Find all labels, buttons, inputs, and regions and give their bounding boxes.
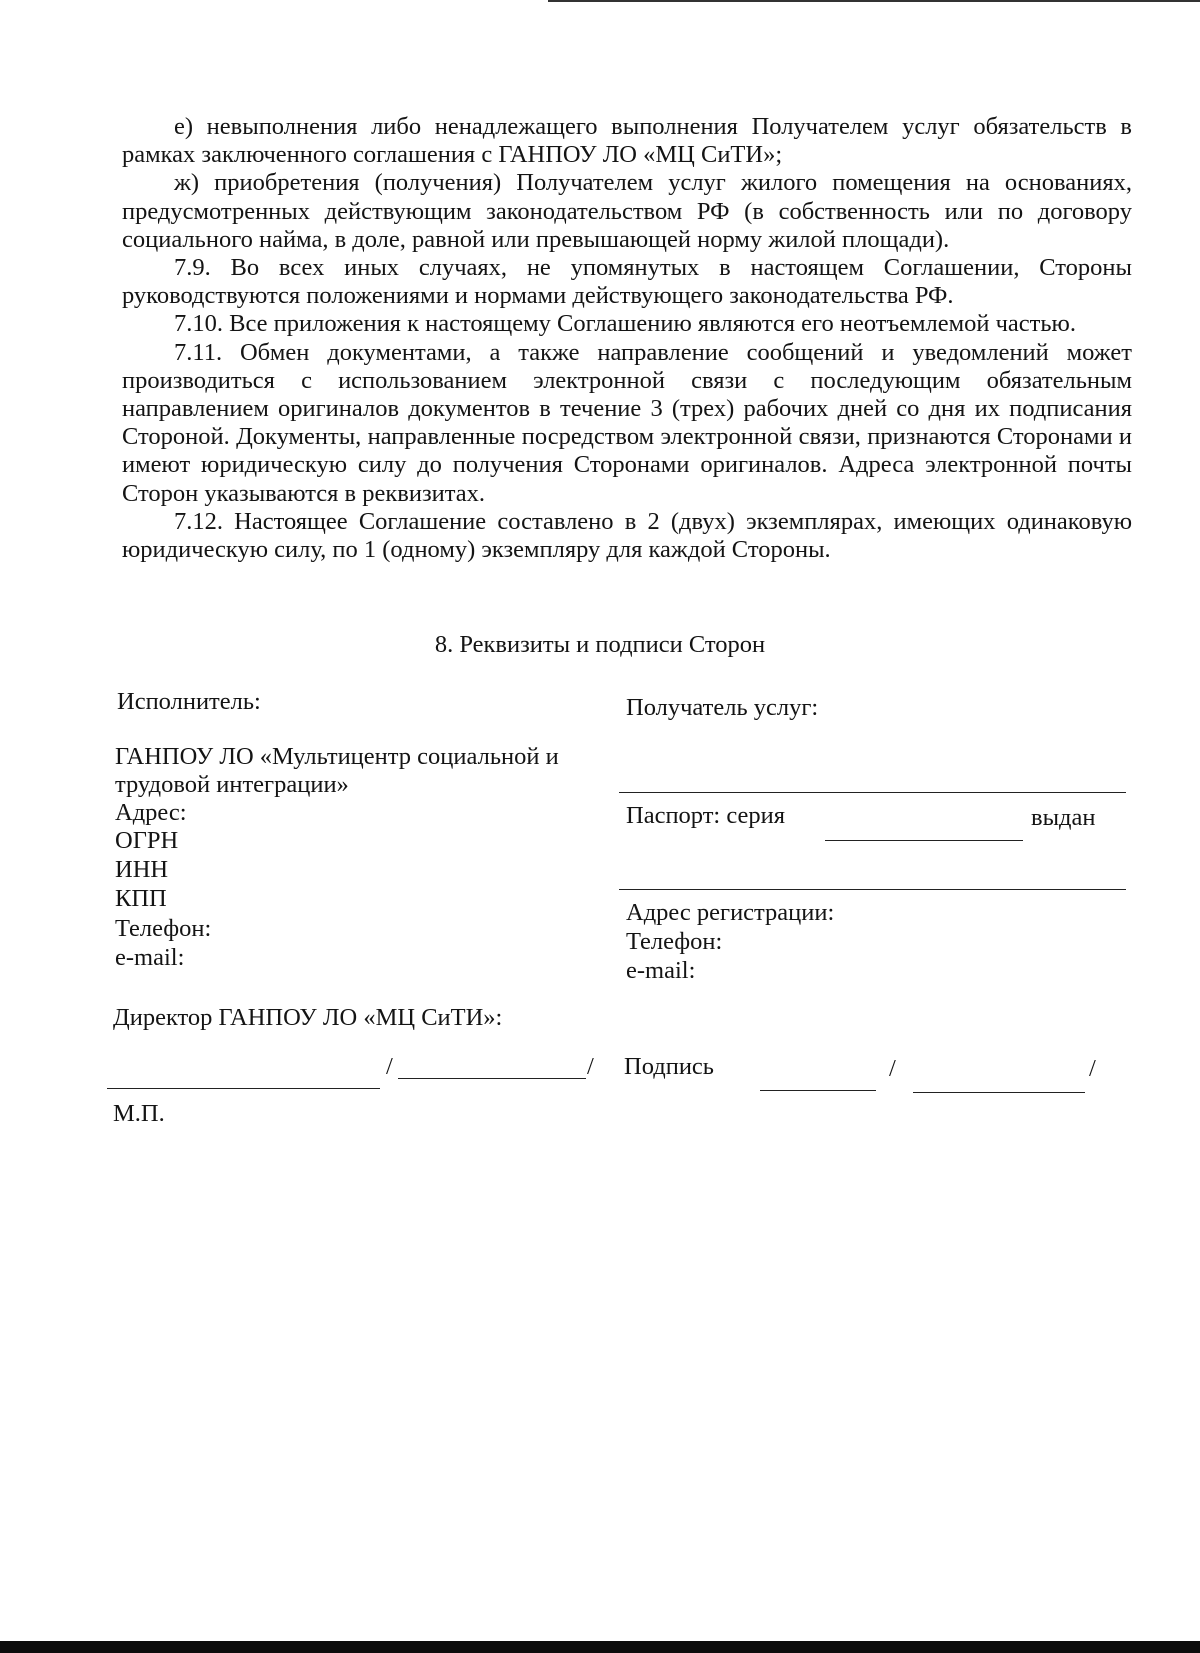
director-signature-line bbox=[107, 1088, 380, 1089]
passport-issued-line bbox=[619, 889, 1126, 890]
clause-7-10: 7.10. Все приложения к настоящему Соглашению являются его неотъемлемой частью. bbox=[174, 310, 1076, 338]
scan-bottom-edge bbox=[0, 1641, 1200, 1653]
clause-7-9: 7.9. Во всех иных случаях, не упомянутых в настоящем Соглашении, Стороны руководствуются положениями и нормами действующего законодательства РФ. bbox=[122, 254, 1132, 310]
director-title: Директор ГАНПОУ ЛО «МЦ СиТИ»: bbox=[113, 1004, 503, 1031]
executor-phone: Телефон: bbox=[115, 915, 212, 942]
recipient-email: e-mail: bbox=[626, 957, 696, 984]
director-name-line bbox=[398, 1078, 586, 1079]
executor-email: e-mail: bbox=[115, 944, 185, 971]
recipient-signature-line bbox=[760, 1090, 876, 1091]
recipient-slash-left: / bbox=[889, 1055, 896, 1082]
recipient-name-line bbox=[619, 792, 1126, 793]
recipient-heading: Получатель услуг: bbox=[626, 694, 819, 721]
executor-org-line1: ГАНПОУ ЛО «Мультицентр социальной и bbox=[115, 743, 559, 770]
director-slash-left: / bbox=[386, 1053, 393, 1080]
director-slash-right: / bbox=[587, 1053, 594, 1080]
clause-7-11: 7.11. Обмен документами, а также направление сообщений и уведомлений может производиться с использованием электронной связи с последующим обязательным направлением оригиналов документов в течение 3 (трех) рабочих дней со дня их подписания Стороной. Документы, направленные посредством электронной связи, признаются Сторонами и имеют юридическую силу до получения Сторонами оригиналов. Адреса электронной почты Сторон указываются в реквизитах. bbox=[122, 338, 1132, 507]
stamp-place: М.П. bbox=[113, 1100, 165, 1127]
agreement-body bbox=[122, 113, 1132, 564]
clause-e: е) невыполнения либо ненадлежащего выполнения Получателем услуг обязательств в рамках заключенного соглашения с ГАНПОУ ЛО «МЦ СиТИ»; bbox=[122, 113, 1132, 169]
clause-7-12: 7.12. Настоящее Соглашение составлено в 2 (двух) экземплярах, имеющих одинаковую юридическую силу, по 1 (одному) экземпляру для каждой Стороны. bbox=[122, 507, 1132, 564]
executor-org-line2: трудовой интеграции» bbox=[115, 771, 349, 798]
passport-number-line bbox=[825, 840, 1023, 841]
passport-issued: выдан bbox=[1031, 804, 1096, 831]
section-title: 8. Реквизиты и подписи Сторон bbox=[434, 631, 766, 658]
clause-zh: ж) приобретения (получения) Получателем услуг жилого помещения на основаниях, предусмотренных действующим законодательством РФ (в собственность или по договору социального найма, в доле, равной или превышающей норму жилой площади). bbox=[122, 169, 1132, 253]
scan-top-line bbox=[548, 0, 1200, 2]
recipient-slash-right: / bbox=[1089, 1055, 1096, 1082]
registration-address: Адрес регистрации: bbox=[626, 899, 835, 926]
recipient-name-sign-line bbox=[913, 1092, 1085, 1093]
executor-kpp: КПП bbox=[115, 885, 167, 912]
passport-series: Паспорт: серия bbox=[626, 802, 786, 829]
recipient-signature-label: Подпись bbox=[624, 1053, 714, 1080]
executor-address: Адрес: bbox=[115, 799, 187, 826]
executor-inn: ИНН bbox=[115, 856, 169, 883]
recipient-phone: Телефон: bbox=[626, 928, 723, 955]
executor-heading: Исполнитель: bbox=[117, 688, 261, 715]
executor-ogrn: ОГРН bbox=[115, 827, 179, 854]
